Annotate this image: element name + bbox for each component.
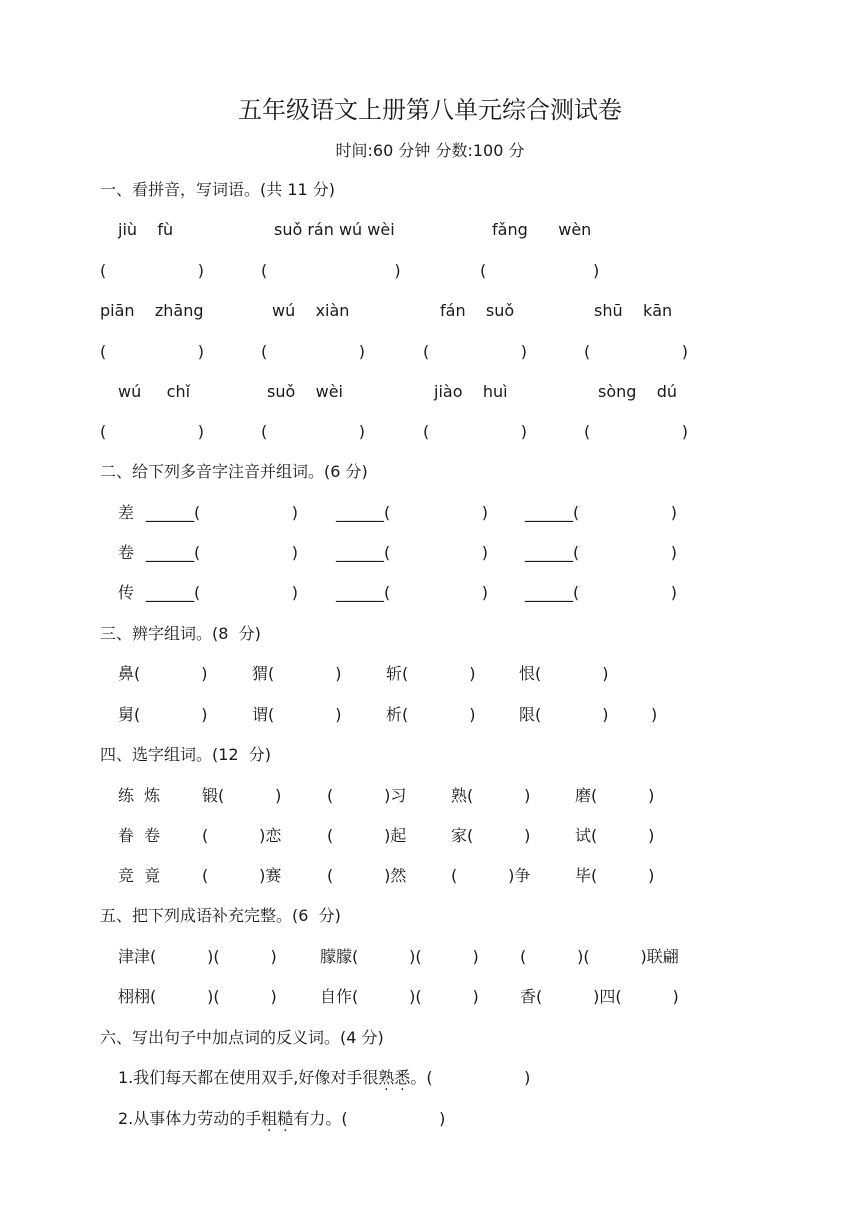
word-blank[interactable]: 试( ) bbox=[575, 826, 655, 845]
answer-box[interactable]: ( ) bbox=[480, 261, 600, 280]
answer-box[interactable]: ( ) bbox=[584, 342, 689, 361]
dotted-char: 悉 bbox=[394, 1068, 411, 1087]
char-pair: 竞 竟 bbox=[118, 866, 161, 885]
sentence-1 bbox=[118, 1068, 530, 1088]
idiom-blank[interactable]: 朦朦( )( ) bbox=[320, 947, 479, 966]
answer-blank[interactable]: ______( ) bbox=[525, 583, 678, 602]
word-blank[interactable]: ( )恋 bbox=[202, 826, 282, 845]
char-item[interactable]: 限( ) bbox=[519, 705, 609, 724]
answer-blank[interactable]: ______( ) bbox=[336, 583, 489, 602]
answer-box[interactable]: ( ) bbox=[423, 422, 528, 441]
answer-box[interactable]: ( ) bbox=[100, 342, 205, 361]
word-blank[interactable]: ( )习 bbox=[327, 786, 407, 805]
word-blank[interactable]: ( )起 bbox=[327, 826, 407, 845]
char-item[interactable]: 恨( ) bbox=[519, 664, 609, 683]
char-item[interactable]: 鼻( ) bbox=[118, 664, 208, 683]
exam-info: 时间:60 分钟 分数:100 分 bbox=[335, 141, 525, 160]
answer-blank[interactable]: ______( ) bbox=[336, 543, 489, 562]
answer-blank[interactable]: ______( ) bbox=[525, 503, 678, 522]
word-blank[interactable]: 熟( ) bbox=[451, 786, 531, 805]
idiom-blank[interactable]: 香( )四( ) bbox=[520, 987, 679, 1006]
pinyin-item: suǒ rán wú wèi bbox=[274, 220, 395, 239]
pinyin-item: piān zhāng bbox=[100, 301, 204, 320]
word-blank[interactable]: 家( ) bbox=[451, 826, 531, 845]
idiom-blank[interactable]: 栩栩( )( ) bbox=[118, 987, 277, 1006]
dotted-char: 熟 bbox=[378, 1068, 395, 1087]
answer-box[interactable]: 有力。( ) bbox=[293, 1109, 446, 1128]
section-1-heading: 一、看拼音，写词语。(共 11 分) bbox=[100, 180, 336, 199]
dotted-char: 糙 bbox=[277, 1109, 294, 1128]
pinyin-item: jiù fù bbox=[118, 220, 174, 239]
pinyin-item: wú xiàn bbox=[272, 301, 350, 320]
dotted-char: 粗 bbox=[261, 1109, 278, 1128]
answer-box[interactable]: ( ) bbox=[261, 422, 366, 441]
answer-blank[interactable]: ______( ) bbox=[146, 583, 299, 602]
answer-box[interactable]: ( ) bbox=[100, 261, 205, 280]
section-6-heading: 六、写出句子中加点词的反义词。(4 分) bbox=[100, 1028, 384, 1047]
char-pair: 练 炼 bbox=[118, 786, 161, 805]
answer-blank[interactable]: ______( ) bbox=[146, 543, 299, 562]
answer-box[interactable]: ( ) bbox=[261, 261, 401, 280]
answer-box[interactable]: ( ) bbox=[261, 342, 366, 361]
pinyin-item: jiào huì bbox=[434, 382, 508, 401]
idiom-blank[interactable]: 自作( )( ) bbox=[320, 987, 479, 1006]
pinyin-item: fǎng wèn bbox=[492, 220, 592, 239]
answer-blank[interactable]: ______( ) bbox=[336, 503, 489, 522]
sentence-text: 2.从事体力劳动的手 bbox=[118, 1109, 262, 1128]
word-blank[interactable]: ( )然 bbox=[327, 866, 407, 885]
polyphone-char: 传 bbox=[118, 583, 135, 602]
pinyin-item: suǒ wèi bbox=[267, 382, 343, 401]
pinyin-item: wú chǐ bbox=[118, 382, 191, 401]
idiom-blank[interactable]: 津津( )( ) bbox=[118, 947, 277, 966]
section-3-heading: 三、辨字组词。(8 分) bbox=[100, 624, 261, 643]
section-4-heading: 四、选字组词。(12 分) bbox=[100, 745, 272, 764]
answer-blank[interactable]: ______( ) bbox=[146, 503, 299, 522]
polyphone-char: 差 bbox=[118, 503, 135, 522]
answer-box[interactable]: ( ) bbox=[423, 342, 528, 361]
answer-box[interactable]: ( ) bbox=[100, 422, 205, 441]
answer-blank[interactable]: ______( ) bbox=[525, 543, 678, 562]
sentence-text: 1.我们每天都在使用双手,好像对手很 bbox=[118, 1068, 379, 1087]
word-blank[interactable]: 锻( ) bbox=[202, 786, 282, 805]
answer-box[interactable]: ( ) bbox=[584, 422, 689, 441]
char-pair: 眷 卷 bbox=[118, 826, 161, 845]
section-2-heading: 二、给下列多音字注音并组词。(6 分) bbox=[100, 462, 368, 481]
pinyin-item: fán suǒ bbox=[440, 301, 515, 320]
char-item[interactable]: 析( ) bbox=[386, 705, 476, 724]
word-blank[interactable]: ( )争 bbox=[451, 866, 531, 885]
pinyin-item: shū kān bbox=[594, 301, 673, 320]
char-item[interactable]: 斩( ) bbox=[386, 664, 476, 683]
polyphone-char: 卷 bbox=[118, 543, 135, 562]
sentence-2 bbox=[118, 1109, 445, 1129]
char-item[interactable]: 谓( ) bbox=[252, 705, 342, 724]
char-item[interactable]: 猬( ) bbox=[252, 664, 342, 683]
pinyin-item: sòng dú bbox=[598, 382, 678, 401]
stray-paren: ) bbox=[651, 705, 658, 724]
word-blank[interactable]: 磨( ) bbox=[575, 786, 655, 805]
page-title: 五年级语文上册第八单元综合测试卷 bbox=[238, 96, 622, 124]
char-item[interactable]: 舅( ) bbox=[118, 705, 208, 724]
word-blank[interactable]: ( )赛 bbox=[202, 866, 282, 885]
word-blank[interactable]: 毕( ) bbox=[575, 866, 655, 885]
section-5-heading: 五、把下列成语补充完整。(6 分) bbox=[100, 906, 341, 925]
idiom-blank[interactable]: ( )( )联翩 bbox=[520, 947, 679, 966]
answer-box[interactable]: 。( ) bbox=[410, 1068, 531, 1087]
